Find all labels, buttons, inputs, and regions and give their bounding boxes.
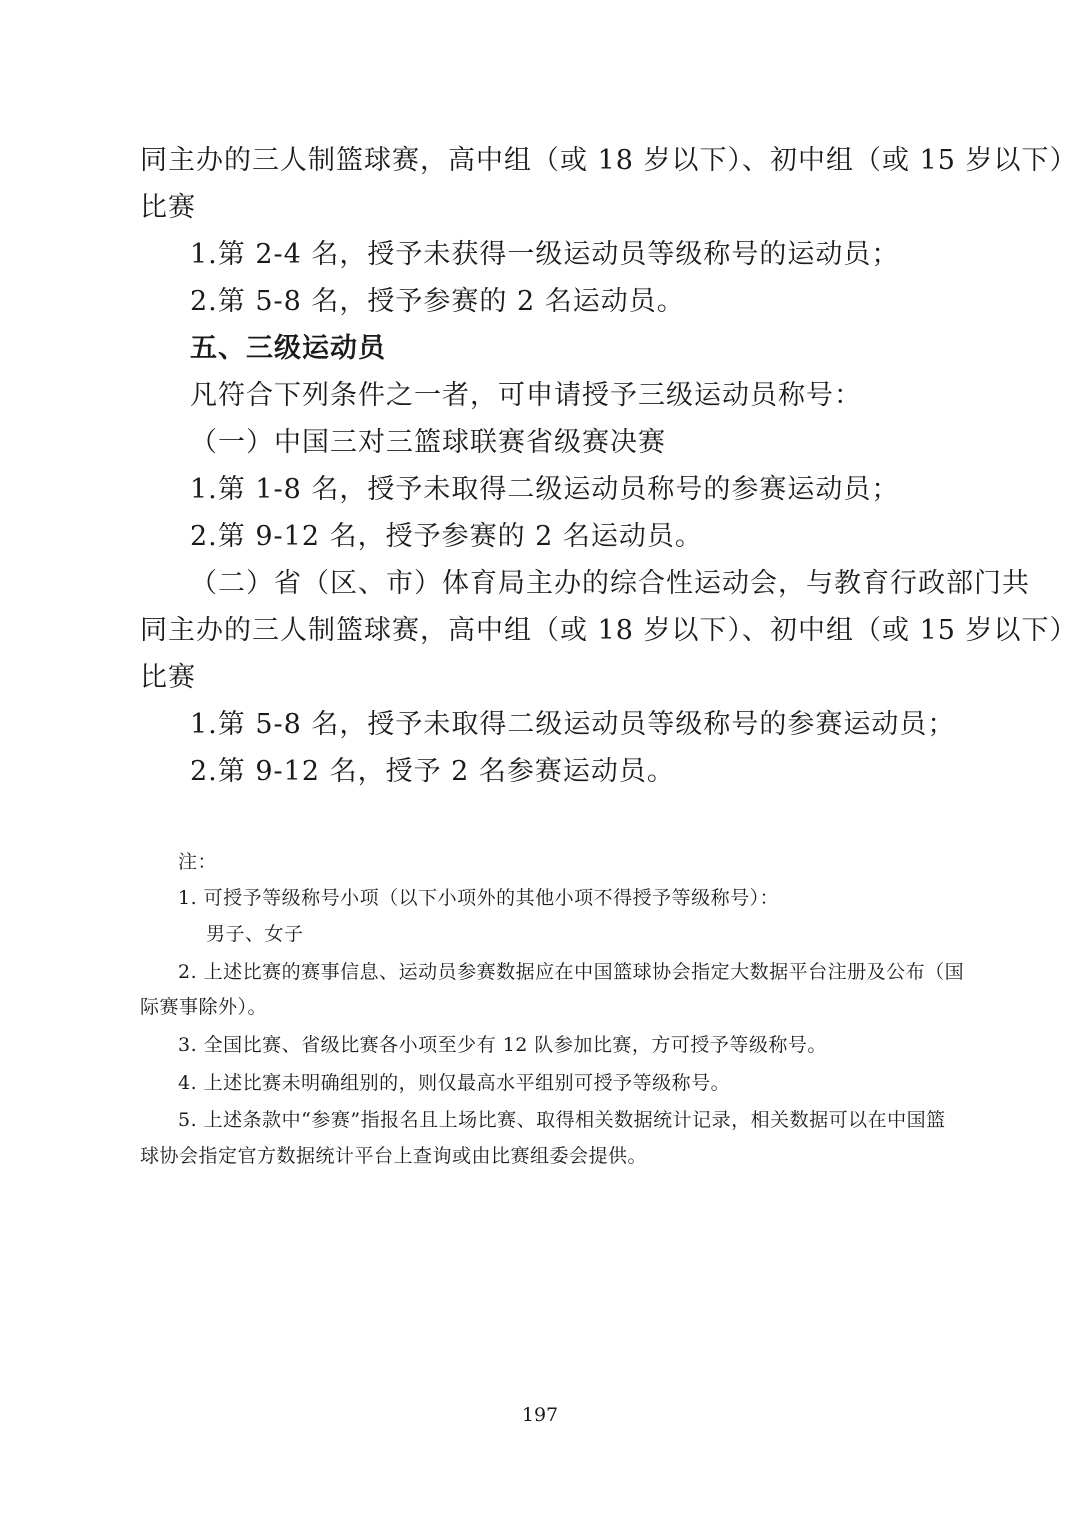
note-item: 1. 可授予等级称号小项（以下小项外的其他小项不得授予等级称号）： bbox=[178, 887, 780, 909]
note-subitem: 男子、女子 bbox=[206, 923, 304, 945]
list-item: 2.第 9-12 名，授予参赛的 2 名运动员。 bbox=[190, 521, 703, 552]
section-heading: 五、三级运动员 bbox=[190, 333, 386, 364]
list-item: 1.第 1-8 名，授予未取得二级运动员称号的参赛运动员； bbox=[190, 474, 900, 505]
list-item: 1.第 5-8 名，授予未取得二级运动员等级称号的参赛运动员； bbox=[190, 709, 956, 740]
list-item: 2.第 5-8 名，授予参赛的 2 名运动员。 bbox=[190, 286, 685, 317]
body-line: 比赛 bbox=[140, 192, 196, 223]
note-item: 5. 上述条款中“参赛”指报名且上场比赛、取得相关数据统计记录，相关数据可以在中国篮 bbox=[178, 1109, 946, 1131]
body-line: 同主办的三人制篮球赛，高中组（或 18 岁以下）、初中组（或 15 岁以下） bbox=[140, 145, 1078, 176]
subsection-title: （一）中国三对三篮球联赛省级赛决赛 bbox=[190, 427, 666, 458]
list-item: 2.第 9-12 名，授予 2 名参赛运动员。 bbox=[190, 756, 675, 787]
note-item: 3. 全国比赛、省级比赛各小项至少有 12 队参加比赛，方可授予等级称号。 bbox=[178, 1034, 827, 1056]
body-line: 同主办的三人制篮球赛，高中组（或 18 岁以下）、初中组（或 15 岁以下） bbox=[140, 615, 1078, 646]
note-item: 2. 上述比赛的赛事信息、运动员参赛数据应在中国篮球协会指定大数据平台注册及公布（国 bbox=[178, 961, 965, 983]
note-item: 4. 上述比赛未明确组别的，则仅最高水平组别可授予等级称号。 bbox=[178, 1072, 731, 1094]
note-item-continuation: 际赛事除外）。 bbox=[140, 996, 268, 1018]
notes-label: 注： bbox=[178, 851, 218, 873]
body-line: 凡符合下列条件之一者，可申请授予三级运动员称号： bbox=[190, 380, 862, 411]
subsection-title: （二）省（区、市）体育局主办的综合性运动会，与教育行政部门共 bbox=[190, 568, 1030, 599]
body-line: 比赛 bbox=[140, 662, 196, 693]
note-item-continuation: 球协会指定官方数据统计平台上查询或由比赛组委会提供。 bbox=[140, 1145, 648, 1167]
list-item: 1.第 2-4 名，授予未获得一级运动员等级称号的运动员； bbox=[190, 239, 900, 270]
page-number: 197 bbox=[521, 1404, 559, 1426]
